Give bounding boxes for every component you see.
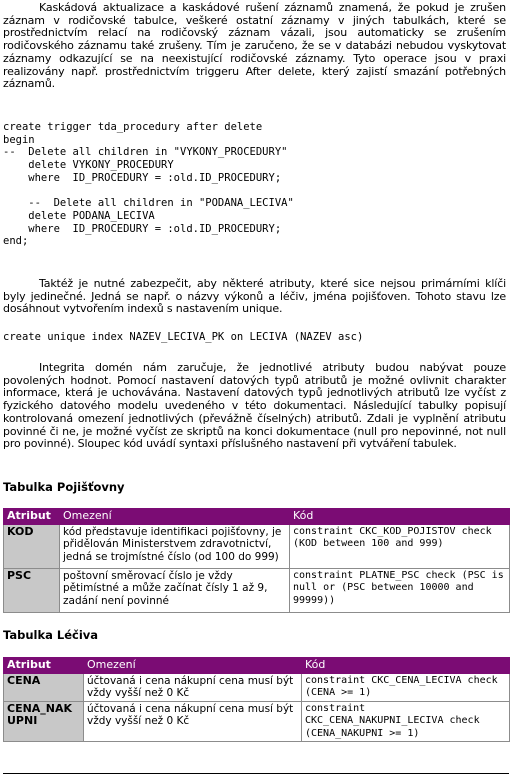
table-pojistovny xyxy=(3,508,510,613)
table-header-row xyxy=(4,658,510,674)
constraint-description-cell: poštovní směrovací číslo je vždy pětimístné a může začínat čísly 1 až 9, zadání není povinné xyxy=(60,569,290,613)
column-header-atribut: Atribut xyxy=(4,658,84,674)
code-cell: constraint CKC_CENA_NAKUPNI_LECIVA check (CENA_NAKUPNI >= 1) xyxy=(302,702,510,742)
attribute-cell: CENA_NAK UPNI xyxy=(4,702,84,742)
attribute-cell: CENA xyxy=(4,674,84,702)
table-title-pojistovny: Tabulka Pojišťovny xyxy=(3,480,125,494)
constraint-description-cell: účtovaná i cena nákupní cena musí být vždy vyšší než 0 Kč xyxy=(84,702,302,742)
column-header-kod: Kód xyxy=(302,658,510,674)
paragraph-domain-integrity: Integrita domén nám zaručuje, že jednotlivé atributy budou nabývat pouze povolených hodnot. Pomocí nastavení datových typů atributů je možné ovlivnit charakter informace, která je uchovávána. Nastavení datových typů jednotlivých atributů lze vyčíst z fyzického datového modelu uvedeného v této dokumentaci. Následující tabulky popisují kontrolovaná omezení jednotlivých (převážně číselných) atributů. Zdali je vyplnění atributu povinné či ne, je možné vyčíst ze skriptů na konci dokumentace (null pro nepovinné, not null pro povinné). Sloupec kód uvádí syntaxi příslušného nastavení při vytváření tabulek. xyxy=(3,361,506,451)
code-cell: constraint CKC_KOD_POJISTOV check (KOD between 100 and 999) xyxy=(290,525,510,569)
code-trigger: create trigger tda_procedury after delete begin -- Delete all children in "VYKONY_PROCEDURY" delete VYKONY_PROCEDURY where ID_PROCEDURY = :old.ID_PROCEDURY; -- Delete all children in "PODANA_LECIVA" delete PODANA_LECIVA where ID_PROCEDURY = :old.ID_PROCEDURY; end; xyxy=(3,121,294,248)
column-header-kod: Kód xyxy=(290,509,510,525)
column-header-omezeni: Omezení xyxy=(84,658,302,674)
code-unique-index: create unique index NAZEV_LECIVA_PK on LECIVA (NAZEV asc) xyxy=(3,331,364,343)
column-header-omezeni: Omezení xyxy=(60,509,290,525)
table-title-leciva: Tabulka Léčiva xyxy=(3,628,99,642)
code-cell: constraint CKC_CENA_LECIVA check (CENA >= 1) xyxy=(302,674,510,702)
constraint-description-cell: účtovaná i cena nákupní cena musí být vždy vyšší než 0 Kč xyxy=(84,674,302,702)
table-row xyxy=(4,702,510,742)
paragraph-cascade: Kaskádová aktualizace a kaskádové rušení záznamů znamená, že pokud je zrušen záznam v rodičovské tabulce, veškeré ostatní záznamy v jiných tabulkách, které se prostřednictvím relací na rodičovský záznam vázali, jsou automaticky se zrušením rodičovského záznamu také zrušeny. Tím je zaručeno, že se v databázi nebudou vyskytovat záznamy odkazující se na neexistující rodičovské záznamy. Tyto operace jsou v praxi realizovány např. prostřednictvím triggeru After delete, který zajistí smazání potřebných záznamů. xyxy=(3,1,506,91)
table-row xyxy=(4,674,510,702)
table-header-row xyxy=(4,509,510,525)
table-leciva xyxy=(3,657,510,742)
attribute-cell: KOD xyxy=(4,525,60,569)
attribute-cell: PSC xyxy=(4,569,60,613)
column-header-atribut: Atribut xyxy=(4,509,60,525)
table-row xyxy=(4,525,510,569)
table-row xyxy=(4,569,510,613)
constraint-description-cell: kód představuje identifikaci pojišťovny, je přidělován Ministerstvem zdravotnictví, jedná se trojmístné číslo (od 100 do 999) xyxy=(60,525,290,569)
code-cell: constraint PLATNE_PSC check (PSC is null or (PSC between 10000 and 99999)) xyxy=(290,569,510,613)
page-bottom-rule xyxy=(3,773,509,774)
paragraph-unique: Taktéž je nutné zabezpečit, aby některé atributy, které sice nejsou primárními klíči byly jedinečné. Jedná se např. o názvy výkonů a léčiv, jména pojišťoven. Tohoto stavu lze dosáhnout vytvořením indexů s nastavením unique. xyxy=(3,277,506,316)
